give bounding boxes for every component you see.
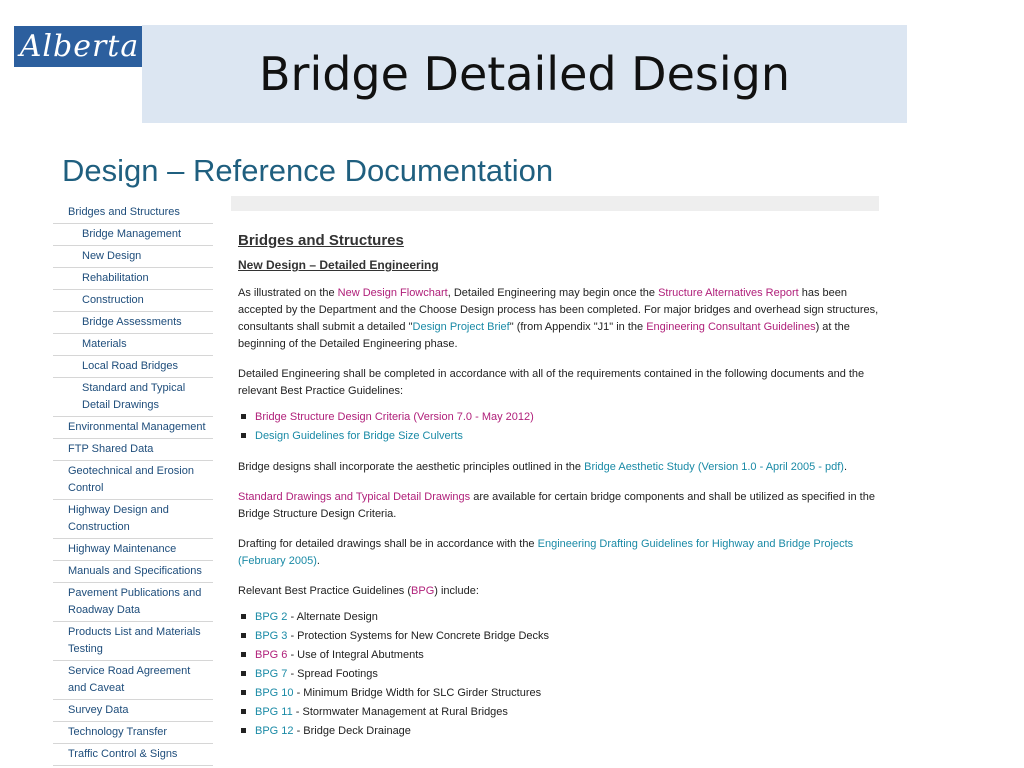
list-item xyxy=(238,627,879,646)
bpg-description: - Stormwater Management at Rural Bridges xyxy=(292,706,508,718)
bpg-link[interactable]: BPG 11 xyxy=(255,706,293,718)
link-engineering-consultant-guidelines[interactable]: Engineering Consultant Guidelines xyxy=(646,321,816,333)
document-link[interactable]: Design Guidelines for Bridge Size Culverts xyxy=(255,430,463,442)
paragraph-intro xyxy=(238,285,879,353)
bpg-link[interactable]: BPG 6 xyxy=(255,649,288,661)
bpg-link[interactable]: BPG 3 xyxy=(255,630,288,642)
bpg-description: - Alternate Design xyxy=(287,611,378,623)
list-item xyxy=(238,722,879,741)
link-design-project-brief[interactable]: Design Project Brief xyxy=(412,321,510,333)
list-item xyxy=(238,608,879,627)
link-new-design-flowchart[interactable]: New Design Flowchart xyxy=(337,287,448,299)
bullet-icon xyxy=(241,652,246,657)
list-item xyxy=(238,684,879,703)
top-strip xyxy=(231,196,879,211)
sidebar-item[interactable]: New Design xyxy=(53,246,213,268)
paragraph-aesthetic xyxy=(238,459,879,476)
text: are available for certain bridge components and shall be utilized as specified in the Bridge Structure Design Criteria. xyxy=(238,491,875,520)
sidebar-item[interactable]: Products List and Materials Testing xyxy=(53,622,213,661)
text: , Detailed Engineering may begin once the xyxy=(447,287,659,299)
paragraph-drafting xyxy=(238,536,879,570)
sidebar-item[interactable]: Pavement Publications and Roadway Data xyxy=(53,583,213,622)
sidebar-item[interactable]: FTP Shared Data xyxy=(53,439,213,461)
sidebar-item[interactable]: Bridge Management xyxy=(53,224,213,246)
text: . xyxy=(316,555,320,567)
paragraph-bpg xyxy=(238,583,879,600)
bpg-list xyxy=(238,608,879,741)
paragraph-standard-drawings xyxy=(238,489,879,523)
bullet-icon xyxy=(241,671,246,676)
sidebar-item[interactable]: Technology Transfer xyxy=(53,722,213,744)
document-link[interactable]: Bridge Structure Design Criteria (Version 7.0 - May 2012) xyxy=(255,411,534,423)
text: has been accepted by the Department and the Choose Design process has been completed. For major bridges and overhead sign structures, consultants shall submit a detailed " xyxy=(238,287,879,333)
list-item xyxy=(238,665,879,684)
bpg-description: - Bridge Deck Drainage xyxy=(293,725,411,737)
bpg-description: - Protection Systems for New Concrete Bridge Decks xyxy=(287,630,550,642)
sidebar-nav xyxy=(53,202,213,766)
sidebar-item[interactable]: Standard and Typical Detail Drawings xyxy=(53,378,213,417)
content-subheading: New Design – Detailed Engineering xyxy=(238,258,439,272)
list-item xyxy=(238,427,879,446)
bpg-description: - Spread Footings xyxy=(287,668,378,680)
link-structure-alternatives-report[interactable]: Structure Alternatives Report xyxy=(658,287,799,299)
webpage-screenshot xyxy=(53,196,879,760)
sidebar-item[interactable]: Bridges and Structures xyxy=(53,202,213,224)
bpg-description: - Minimum Bridge Width for SLC Girder Structures xyxy=(293,687,542,699)
bullet-icon xyxy=(241,633,246,638)
bpg-link[interactable]: BPG 2 xyxy=(255,611,288,623)
sidebar-item[interactable]: Survey Data xyxy=(53,700,213,722)
text: Bridge designs shall incorporate the aesthetic principles outlined in the xyxy=(238,461,585,473)
text: ) include: xyxy=(434,585,479,597)
link-bridge-aesthetic-study[interactable]: Bridge Aesthetic Study (Version 1.0 - April 2005 - pdf) xyxy=(584,461,844,473)
sidebar-item[interactable]: Materials xyxy=(53,334,213,356)
bullet-icon xyxy=(241,614,246,619)
list-item xyxy=(238,408,879,427)
content-area xyxy=(231,196,879,746)
text: . xyxy=(843,461,848,473)
bpg-description: - Use of Integral Abutments xyxy=(287,649,424,661)
sidebar-item[interactable]: Bridge Assessments xyxy=(53,312,213,334)
logo-text: Alberta xyxy=(19,29,140,64)
link-bpg[interactable]: BPG xyxy=(411,585,435,597)
sidebar-item[interactable]: Environmental Management xyxy=(53,417,213,439)
bpg-link[interactable]: BPG 7 xyxy=(255,668,288,680)
sidebar-item[interactable]: Highway Maintenance xyxy=(53,539,213,561)
title-bar xyxy=(142,25,907,123)
list-item xyxy=(238,703,879,722)
bpg-link[interactable]: BPG 12 xyxy=(255,725,294,737)
bullet-icon xyxy=(241,728,246,733)
sidebar-item[interactable]: Highway Design and Construction xyxy=(53,500,213,539)
sidebar-item[interactable]: Service Road Agreement and Caveat xyxy=(53,661,213,700)
slide-title: Bridge Detailed Design xyxy=(258,47,791,101)
text: Drafting for detailed drawings shall be in accordance with the xyxy=(238,538,538,550)
text: ) at the beginning of the Detailed Engineering phase. xyxy=(238,321,850,350)
text: Relevant Best Practice Guidelines ( xyxy=(238,585,412,597)
link-engineering-drafting-guidelines[interactable]: Engineering Drafting Guidelines for Highway and Bridge Projects (February 2005) xyxy=(238,538,854,567)
sidebar-item[interactable]: Manuals and Specifications xyxy=(53,561,213,583)
text: As illustrated on the xyxy=(238,287,338,299)
sidebar-item[interactable]: Local Road Bridges xyxy=(53,356,213,378)
link-standard-drawings[interactable]: Standard Drawings and Typical Detail Drawings xyxy=(238,491,471,503)
content-heading: Bridges and Structures xyxy=(238,232,404,249)
bullet-icon xyxy=(241,690,246,695)
paragraph-requirements: Detailed Engineering shall be completed in accordance with all of the requirements contained in the following documents and the relevant Best Practice Guidelines: xyxy=(238,368,865,397)
bullet-icon xyxy=(241,709,246,714)
text: " (from Appendix "J1" in the xyxy=(509,321,647,333)
sidebar-item[interactable]: Rehabilitation xyxy=(53,268,213,290)
sidebar-item[interactable]: Traffic Control & Signs xyxy=(53,744,213,766)
slide-subtitle: Design – Reference Documentation xyxy=(62,153,554,188)
document-list xyxy=(238,408,879,446)
alberta-logo xyxy=(14,26,145,67)
bullet-icon xyxy=(241,433,246,438)
bpg-link[interactable]: BPG 10 xyxy=(255,687,294,699)
bullet-icon xyxy=(241,414,246,419)
sidebar-item[interactable]: Geotechnical and Erosion Control xyxy=(53,461,213,500)
sidebar-item[interactable]: Construction xyxy=(53,290,213,312)
list-item xyxy=(238,646,879,665)
